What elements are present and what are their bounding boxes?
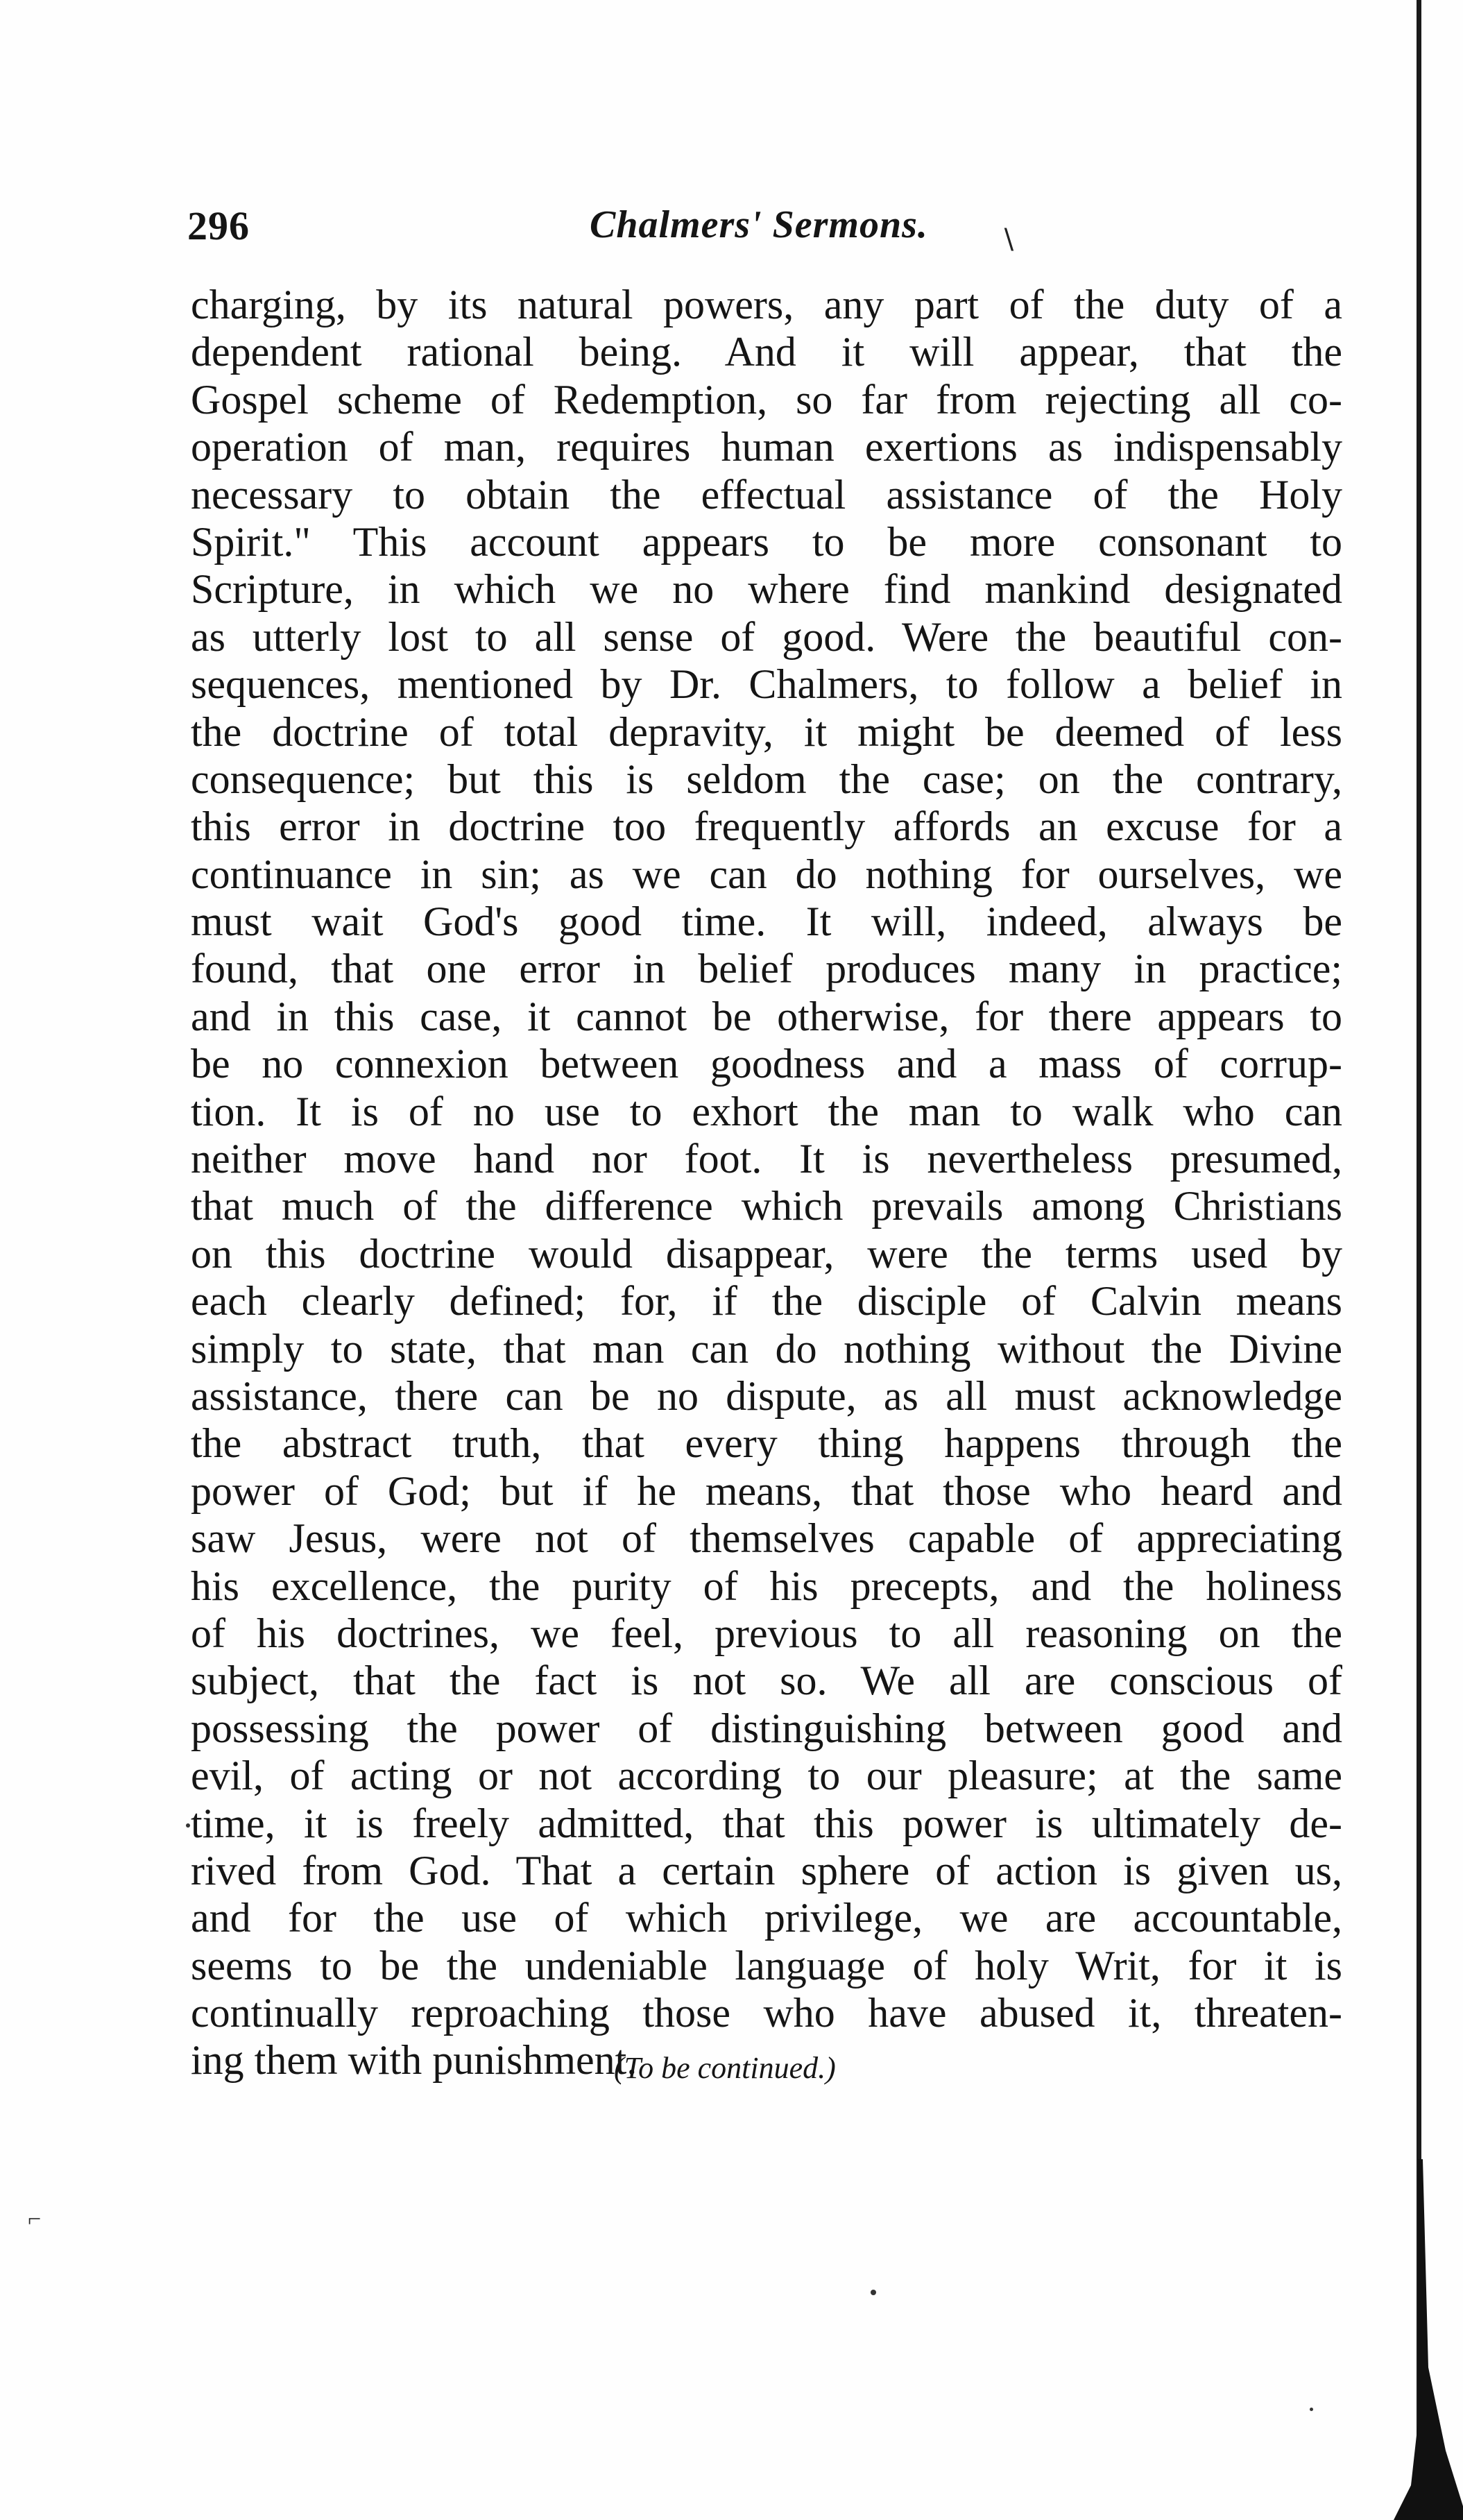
text-line: the doctrine of total depravity, it might be deemed of less [191,708,1342,755]
speck [871,2290,876,2295]
text-line: power of God; but if he means, that those who heard and [191,1467,1342,1514]
text-line: that much of the difference which prevails among Christians [191,1183,1342,1229]
running-title: Chalmers' Sermons. [590,203,928,246]
speck [1310,2408,1313,2411]
text-line: consequence; but this is seldom the case; on the contrary, [191,756,1342,802]
text-line: operation of man, requires human exertions as indispensably [191,424,1342,470]
text-line: Gospel scheme of Redemption, so far from rejecting all co- [191,376,1342,423]
text-line: charging, by its natural powers, any part of the duty of a [191,282,1342,327]
text-line: neither move hand nor foot. It is nevertheless presumed, [191,1136,1342,1182]
text-line: saw Jesus, were not of themselves capable of appreciating [191,1515,1342,1562]
text-line: possessing the power of distinguishing between good and [191,1705,1342,1751]
binding-shadow [1380,2159,1463,2520]
speck [186,1823,190,1828]
text-line: rived from God. That a certain sphere of action is given us, [191,1847,1342,1893]
text-line: as utterly lost to all sense of good. Were the beautiful con- [191,613,1342,660]
text-line: and in this case, it cannot be otherwise, for there appears to [191,993,1342,1039]
text-line: Spirit." This account appears to be more consonant to [191,518,1342,565]
text-line: simply to state, that man can do nothing without the Divine [191,1325,1342,1372]
text-line: and for the use of which privilege, we are accountable, [191,1895,1342,1941]
text-line: assistance, there can be no dispute, as all must acknowledge [191,1372,1342,1419]
text-line: continually reproaching those who have abused it, threaten- [191,1990,1342,2036]
continued-note: (To be continued.) [614,2051,836,2085]
text-line: dependent rational being. And it will appear, that the [191,329,1342,375]
text-line: his excellence, the purity of his precepts, and the holiness [191,1563,1342,1609]
text-line: found, that one error in belief produces many in practice; [191,946,1342,992]
text-line: this error in doctrine too frequently affords an excuse for a [191,803,1342,850]
text-line: necessary to obtain the effectual assistance of the Holy [191,471,1342,518]
page-binding-edge [1417,0,1421,2520]
text-line: tion. It is of no use to exhort the man to walk who can [191,1088,1342,1134]
text-line: of his doctrines, we feel, previous to all reasoning on the [191,1610,1342,1656]
text-line: Scripture, in which we no where find mankind designated [191,566,1342,613]
text-line: seems to be the undeniable language of holy Writ, for it is [191,1942,1342,1989]
text-line: each clearly defined; for, if the disciple of Calvin means [191,1278,1342,1325]
text-line: evil, of acting or not according to our pleasure; at the same [191,1753,1342,1799]
body-text [191,281,1342,2084]
text-line: subject, that the fact is not so. We all are conscious of [191,1658,1342,1704]
ink-mark: ⌐ [28,2206,42,2232]
text-line: on this doctrine would disappear, were the terms used by [191,1230,1342,1277]
text-line: sequences, mentioned by Dr. Chalmers, to follow a belief in [191,661,1342,708]
text-line: continuance in sin; as we can do nothing for ourselves, we [191,851,1342,897]
text-line: be no connexion between goodness and a mass of corrup- [191,1041,1342,1087]
text-line: must wait God's good time. It will, indeed, always be [191,899,1342,945]
page-number: 296 [187,203,250,248]
ink-mark: ∖ [999,224,1017,255]
text-line: the abstract truth, that every thing happens through the [191,1420,1342,1467]
text-line: ing them with punishment. [191,2037,638,2084]
page-header [187,203,1339,265]
text-line: time, it is freely admitted, that this power is ultimately de- [191,1800,1342,1846]
